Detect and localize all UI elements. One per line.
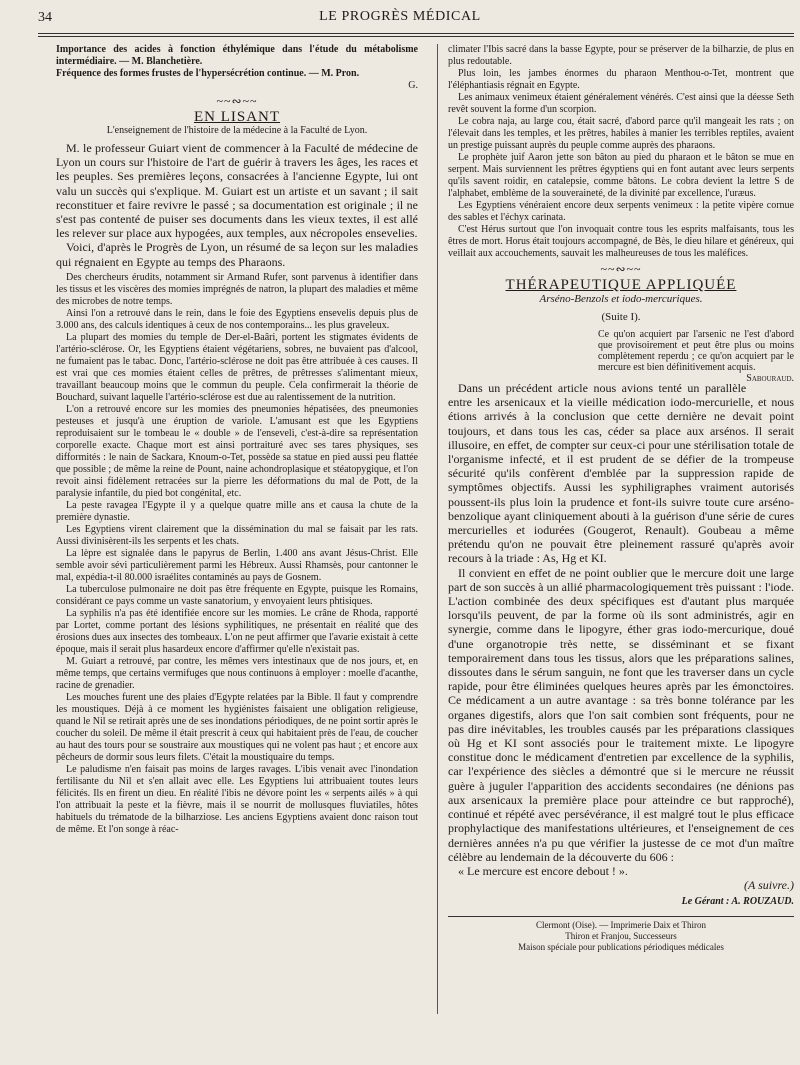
header-rule — [38, 33, 794, 34]
body-paragraph: Ainsi l'on a retrouvé dans le rein, dans le foie des Egyptiens ensevelis depuis plus de 3.000 ans, des calculs identiques à ceux de nos contemporains... les plus graveleux. — [56, 307, 418, 331]
body-paragraph: La peste ravagea l'Egypte il y a quelque quatre mille ans et causa la chute de la première dynastie. — [56, 499, 418, 523]
signature-g: G. — [408, 80, 418, 91]
body-paragraph: Les Egyptiens vénéraient encore deux serpents venimeux : la petite vipère cornue des sables et l'échyx carinata. — [448, 200, 794, 223]
body-paragraph: climater l'Ibis sacré dans la basse Egypte, pour se préserver de la bilharzie, de plus en plus redoutable. — [448, 44, 794, 67]
therapy-paragraph: Dans un précédent article nous avions tenté un parallèle entre les arsenicaux et la vieille médication iodo-mercurielle, et nous étions arrivés à la conclusion que cette dernière ne devait point toujours, et dans tous les cas, céder sa place aux arsénos. Il serait illusoire, en effet, de compter sur ceux-ci pour une stérilisation totale de l'organisme infecté, et il est prudent de se défier de la trompeuse sécurité qu'ils confèrent d'emblée par la suppression rapide de symptômes objectifs. Aussi les syphiligraphes vraiment autorisés poussent-ils plus loin la prudence et font-ils suivre toute cure arséno-benzolique ayant cliniquement abouti à la guérison d'une série de cures mercurielles et iodurées (Gougerot, Renault). Goubeau a même prétendu qu'on ne pouvait être pleinement rassuré qu'après avoir recours à la triade : As, Hg et KI. — [448, 381, 794, 566]
gerant-text: Le Gérant : A. ROUZAUD. — [681, 896, 794, 908]
section-subtitle-lyon: L'enseignement de l'histoire de la médecine à la Faculté de Lyon. — [106, 125, 368, 136]
body-paragraph: La lèpre est signalée dans le papyrus de Berlin, 1.400 ans avant Jésus-Christ. Elle semble avoir sévi particulièrement parmi les Hébreux. Aussi Rhamsès, pour cantonner le mal, expédia-t-il 80.000 israélites contaminés au pays de Gosnem. — [56, 547, 418, 583]
body-paragraph: Les Egyptiens virent clairement que la dissémination du mal se faisait par les rats. Aussi divinisèrent-ils les serpents et les chats. — [56, 523, 418, 547]
section-title-therapeutique: THÉRAPEUTIQUE APPLIQUÉE — [505, 277, 737, 293]
body-paragraph: Le prophète juif Aaron jette son bâton au pied du pharaon et le bâton se mue en serpent. Mais surviennent les prêtres égyptiens qui en font autant avec leurs serpents qu'ils savent roidir, en catalepsie, comme bâtons. Le cobra devient la lettre S de l'alphabet, emblème de la souveraineté, de la divinité par excellence, l'uræus. — [448, 152, 794, 199]
body-paragraph: La plupart des momies du temple de Der-el-Baâri, portent les stigmates évidents de l'artério-sclérose. Or, les Egyptiens étaient végétariens, sobres, ne buvaient pas d'alcool, ne fumaient pas le tabac. Donc, l'artério-sclérose ne doit pas être attribuée à ces causes. Il est vrai que ces momies étaient celles de prêtres, de prêtresses s'alimentant mieux, travaillant beaucoup moins que le commun du peuple. Cela confirmerait la théorie de Bouchard, suivant laquelle l'artério-sclérose est due au ralentissement de la nutrition. — [56, 331, 418, 403]
thesis-2: Fréquence des formes frustes de l'hypersécrétion continue. — M. Pron. — [56, 68, 360, 79]
left-column — [56, 44, 418, 836]
column-divider — [437, 44, 438, 1014]
epigraph-text: Ce qu'on acquiert par l'arsenic ne l'est d'abord que provisoirement et peut être plus ou moins complètement reperdu ; ce qu'on acquiert par le mercure est bien définitivement acquis. — [598, 329, 794, 373]
header-rule-thin — [38, 36, 794, 37]
therapy-paragraph: Il convient en effet de ne point oublier que le mercure doit une large part de son succès à un allié pharmacologiquement très puissant : l'iode. L'action combinée des deux spécifiques est d'autant plus marquée lorsqu'ils peuvent, de par la forme où ils sont administrés, agir en synergie, comme dans le lipogyre, éther gras iodo-mercurique, doué d'une organotropie très nette, se disséminant et se fixant temporairement dans tous les tissus, alors que les préparations salines, dissoutes dans le sérum sanguin, ne font que les traverser dans un cycle rapide, pour être éliminées quelques heures après par les émonctoires. Ce médicament a un autre avantage : sa très bonne tolérance par les organes digestifs, alors que l'on sait combien sont fréquents, pour ne pas dire inévitables, les troubles causés par les préparations classiques où Hg et KI sont associés pour le traitement mixte. Le lipogyre constitue donc le médicament d'entretien par excellence de la syphilis, car l'expérience des siècles a démontré que si le mercure ne réussit guère à juguler l'apparition des accidents secondaires (ne dénions pas aux arsenicaux la première place pour atteindre ce but rapproché), continué et répété avec persévérance, il est malgré tout le plus efficace prophylactique des manifestations ultérieures, et l'enseignement de ces dernières années n'a pu que vérifier la justesse de ce mot d'un maître célèbre au lendemain de la découverte du 606 : — [448, 565, 794, 864]
body-paragraph: La tuberculose pulmonaire ne doit pas être fréquente en Egypte, puisque les Romains, considérant ce pays comme un vaste sanatorium, y envoyaient leurs phtisiques. — [56, 583, 418, 607]
body-paragraph: Le paludisme n'en faisait pas moins de larges ravages. L'ibis venait avec l'inondation fertilisante du Nil et s'en allait avec elle. Les Egyptiens lui attribuaient toutes leurs félicités. Ils en firent un dieu. En réalité l'ibis ne dévore point les « serpents ailés » à qui l'on attribuait la peste et la fièvre, mais il se nourrit de mollusques fluviatiles, hôtes habituels du trématode de la bilharziose. Les anciens Egyptiens avaient donc raison tout de même. Et l'on songe à réac- — [56, 763, 418, 835]
thesis-1: Importance des acides à fonction éthylémique dans l'étude du métabolisme intermédiaire. — M. Blanchetière. — [56, 44, 418, 67]
body-paragraph: L'on a retrouvé encore sur les momies des pneumonies hépatisées, des pneumonies pesteuses et jusqu'à une éruption de variole. L'amusant est que les Egyptiens reproduisaient sur le tombeau le « double » de l'enseveli, c'est-à-dire sa représentation corporelle exacte. Chaque mort est ainsi portraituré avec ses tares physiques, ses difformités : le nain de Sackara, Knoum-o-Tet, possède sa statue en pied aussi peu flattée que possible ; de même la reine de Pount, naine achondroplasique et stéatopygique, et l'on revoit ainsi fidèlement retracées sur la pierre les déformations du mal de Pott, de la paralysie infantile, du pied bot congénital, etc. — [56, 403, 418, 499]
gerant-line — [448, 896, 794, 908]
a-suivre — [448, 878, 794, 892]
body-paragraph: Les animaux venimeux étaient généralement vénérés. C'est ainsi que la déesse Seth revêt souvent la forme d'un scorpion. — [448, 92, 794, 115]
printer-line-2: Thiron et Franjou, Successeurs — [565, 931, 677, 942]
body-paragraph: Les mouches furent une des plaies d'Egypte relatées par la Bible. Il faut y comprendre les moustiques. Déjà à ce moment les hygiénistes faisaient une obligation religieuse, quand le Nil se retirait après une de ses inondations périodiques, de ne point sortir après le coucher du soleil. De même il était prescrit à ceux qui habitaient près de l'eau, de coucher au haut des tours pour se soustraire aux moustiques qui ne volent pas haut ; et encore aux pêcheurs de dormir sous leurs filets. C'était la moustiquaire du temps. — [56, 691, 418, 763]
therapy-quote: « Le mercure est encore debout ! ». — [458, 863, 628, 878]
page-number: 34 — [38, 10, 52, 25]
body-paragraph: Plus loin, les jambes énormes du pharaon Menthou-o-Tet, montrent que l'éléphantiasis régnait en Egypte. — [448, 68, 794, 91]
ornament-left: ~~∾~~ — [216, 94, 258, 108]
printer-line-1: Clermont (Oise). — Imprimerie Daix et Thiron — [535, 920, 707, 931]
section-subtitle-arseno — [448, 293, 794, 305]
intro-paragraph: Voici, d'après le Progrès de Lyon, un résumé de sa leçon sur les maladies qui régnaient en Egypte au temps des Pharaons. — [56, 240, 418, 269]
ornament-right: ~~∾~~ — [600, 262, 642, 276]
subtitle-text: Arséno-Benzols et iodo-mercuriques. — [539, 293, 703, 305]
right-column — [448, 44, 794, 953]
a-suivre-text: (A suivre.) — [744, 878, 794, 893]
running-title: LE PROGRÈS MÉDICAL — [319, 9, 481, 24]
intro-block — [56, 141, 418, 269]
body-paragraph: Des chercheurs érudits, notamment sir Armand Rufer, sont parvenus à identifier dans les tissus et les viscères des momies imprégnés de natron, la plupart des maladies et même des microbes de notre temps. — [56, 271, 418, 307]
body-paragraph: La syphilis n'a pas été identifiée encore sur les momies. Le crâne de Rhoda, rapporté par Lortet, comme portant des lésions syphilitiques, ne présentait en réalité que des érosions dues aux insectes des tombeaux. L'on ne peut affirmer que l'avarie existait à cette époque, mais il serait plus hasardeux encore d'affirmer qu'elle n'existait pas. — [56, 607, 418, 655]
epigraph — [598, 329, 794, 384]
printer-imprint — [448, 916, 794, 953]
therapy-text — [448, 381, 794, 892]
intro-paragraph: M. le professeur Guiart vient de commencer à la Faculté de médecine de Lyon un cours sur l'histoire de l'art de guérir à travers les âges, les races et les peuples. Ses premières leçons, consacrées à l'ancienne Egypte, lui ont valu un succès qui s'explique. M. Guiart est un artiste et un savant ; il sait reconstituer et faire revivre le passé ; sa documentation est originale ; il ne s'est pas contenté de puiser ses documents dans les vieux textes, il est allé les relever sur place aux hypogées, aux temples, aux nécropoles ensevelies. — [56, 141, 418, 241]
body-paragraph: C'est Hérus surtout que l'on invoquait contre tous les esprits malfaisants, tous les êtres de mort. Horus était toujours accompagné, de Bès, le dieu hilare et généreux, qui veillait aux accouchements, sauvait les malheureuses de tous les maléfices. — [448, 224, 794, 259]
body-paragraph: Le cobra naja, au large cou, était sacré, d'abord parce qu'il mangeait les rats ; on l'élevait dans les temples, et les prêtres, habiles à manier les terribles reptiles, avaient un prestige puissant auprès du peuple comme auprès des pharaons. — [448, 116, 794, 151]
section-title-en-lisant: EN LISANT — [193, 109, 281, 125]
epigraph-author: Sabouraud. — [746, 373, 794, 384]
printer-line-3: Maison spéciale pour publications périodiques médicales — [518, 942, 724, 953]
suite-label: (Suite I). — [601, 311, 641, 323]
body-paragraph: M. Guiart a retrouvé, par contre, les mêmes vers intestinaux que de nos jours, et, en même temps, que certains vermifuges que nous continuons à employer : moelle d'acanthe, racine de grenadier. — [56, 655, 418, 691]
